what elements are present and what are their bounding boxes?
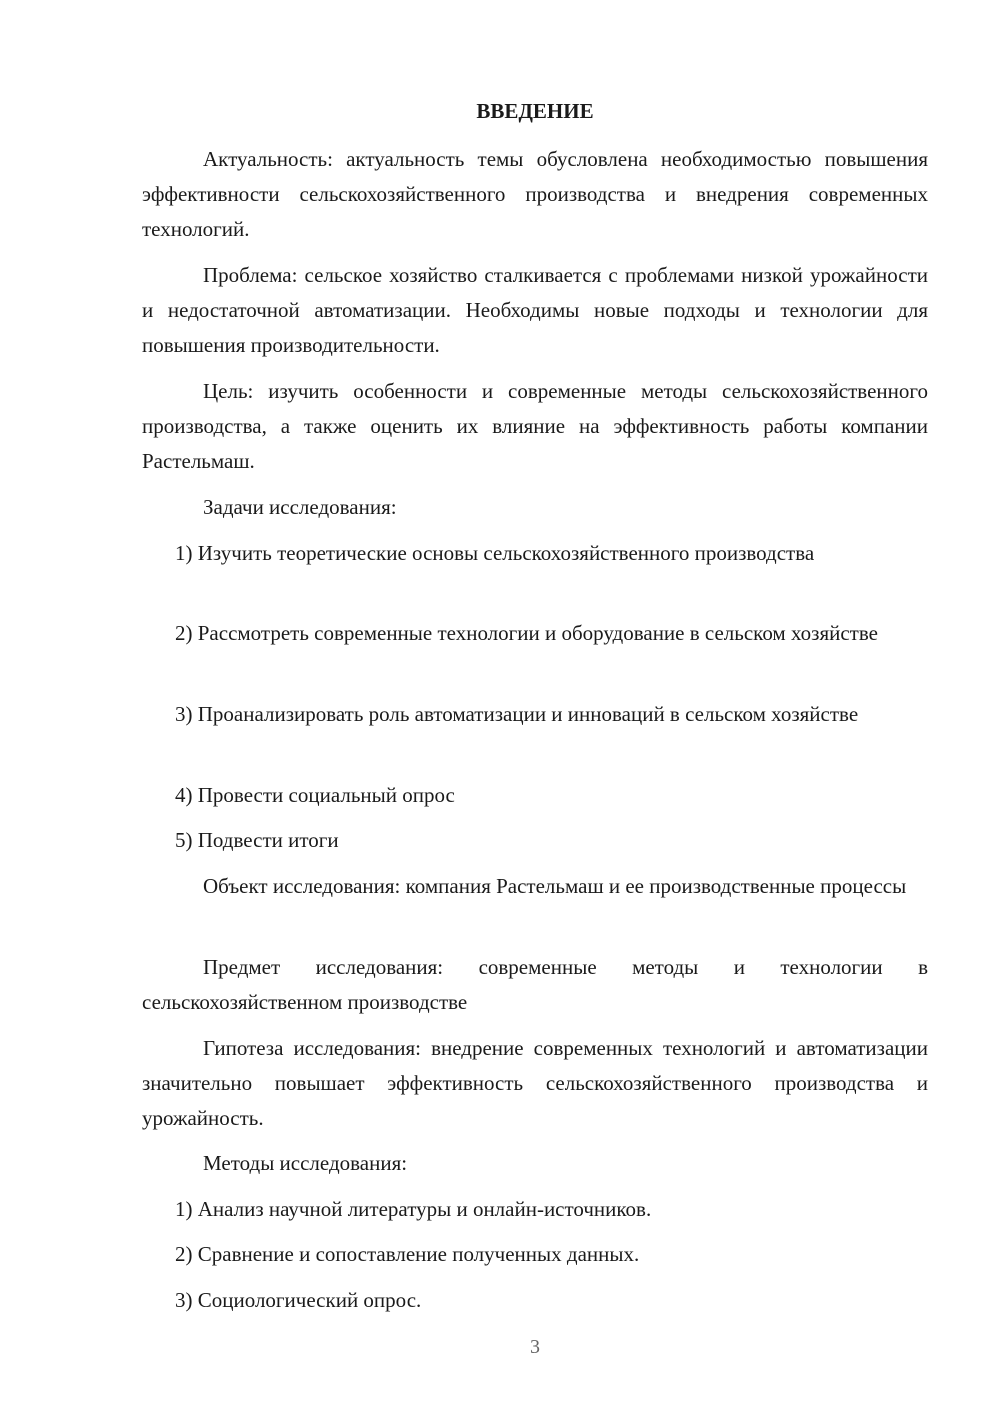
hypothesis-paragraph: Гипотеза исследования: внедрение современных технологий и автоматизации значительно повышает эффективность сельскохозяйственного производства и урожайность. xyxy=(142,1036,928,1130)
tasks-heading: Задачи исследования: xyxy=(203,495,397,519)
task-item-3: 3) Проанализировать роль автоматизации и инноваций в сельском хозяйстве xyxy=(175,702,859,726)
subject-paragraph: Предмет исследования: современные методы и технологии в сельскохозяйственном производстве xyxy=(142,955,928,1014)
method-item-3: 3) Социологический опрос. xyxy=(175,1288,422,1312)
problem-paragraph: Проблема: сельское хозяйство сталкивается с проблемами низкой урожайности и недостаточной автоматизации. Необходимы новые подходы и технологии для повышения производительности. xyxy=(142,263,928,357)
page-title: ВВЕДЕНИЕ xyxy=(476,99,594,123)
methods-heading: Методы исследования: xyxy=(203,1151,408,1175)
page-number: 3 xyxy=(530,1336,540,1358)
method-item-2: 2) Сравнение и сопоставление полученных данных. xyxy=(175,1242,640,1266)
object-paragraph: Объект исследования: компания Растельмаш и ее производственные процессы xyxy=(203,874,907,898)
task-item-5: 5) Подвести итоги xyxy=(175,828,339,852)
goal-paragraph: Цель: изучить особенности и современные методы сельскохозяйственного производства, а также оценить их влияние на эффективность работы компании Растельмаш. xyxy=(142,379,928,473)
task-item-1: 1) Изучить теоретические основы сельскохозяйственного производства xyxy=(175,541,815,565)
task-item-2: 2) Рассмотреть современные технологии и оборудование в сельском хозяйстве xyxy=(175,621,878,645)
relevance-paragraph: Актуальность: актуальность темы обусловлена необходимостью повышения эффективности сельскохозяйственного производства и внедрения современных технологий. xyxy=(142,147,928,241)
task-item-4: 4) Провести социальный опрос xyxy=(175,783,455,807)
document-page xyxy=(142,0,928,1414)
method-item-1: 1) Анализ научной литературы и онлайн-источников. xyxy=(175,1197,652,1221)
